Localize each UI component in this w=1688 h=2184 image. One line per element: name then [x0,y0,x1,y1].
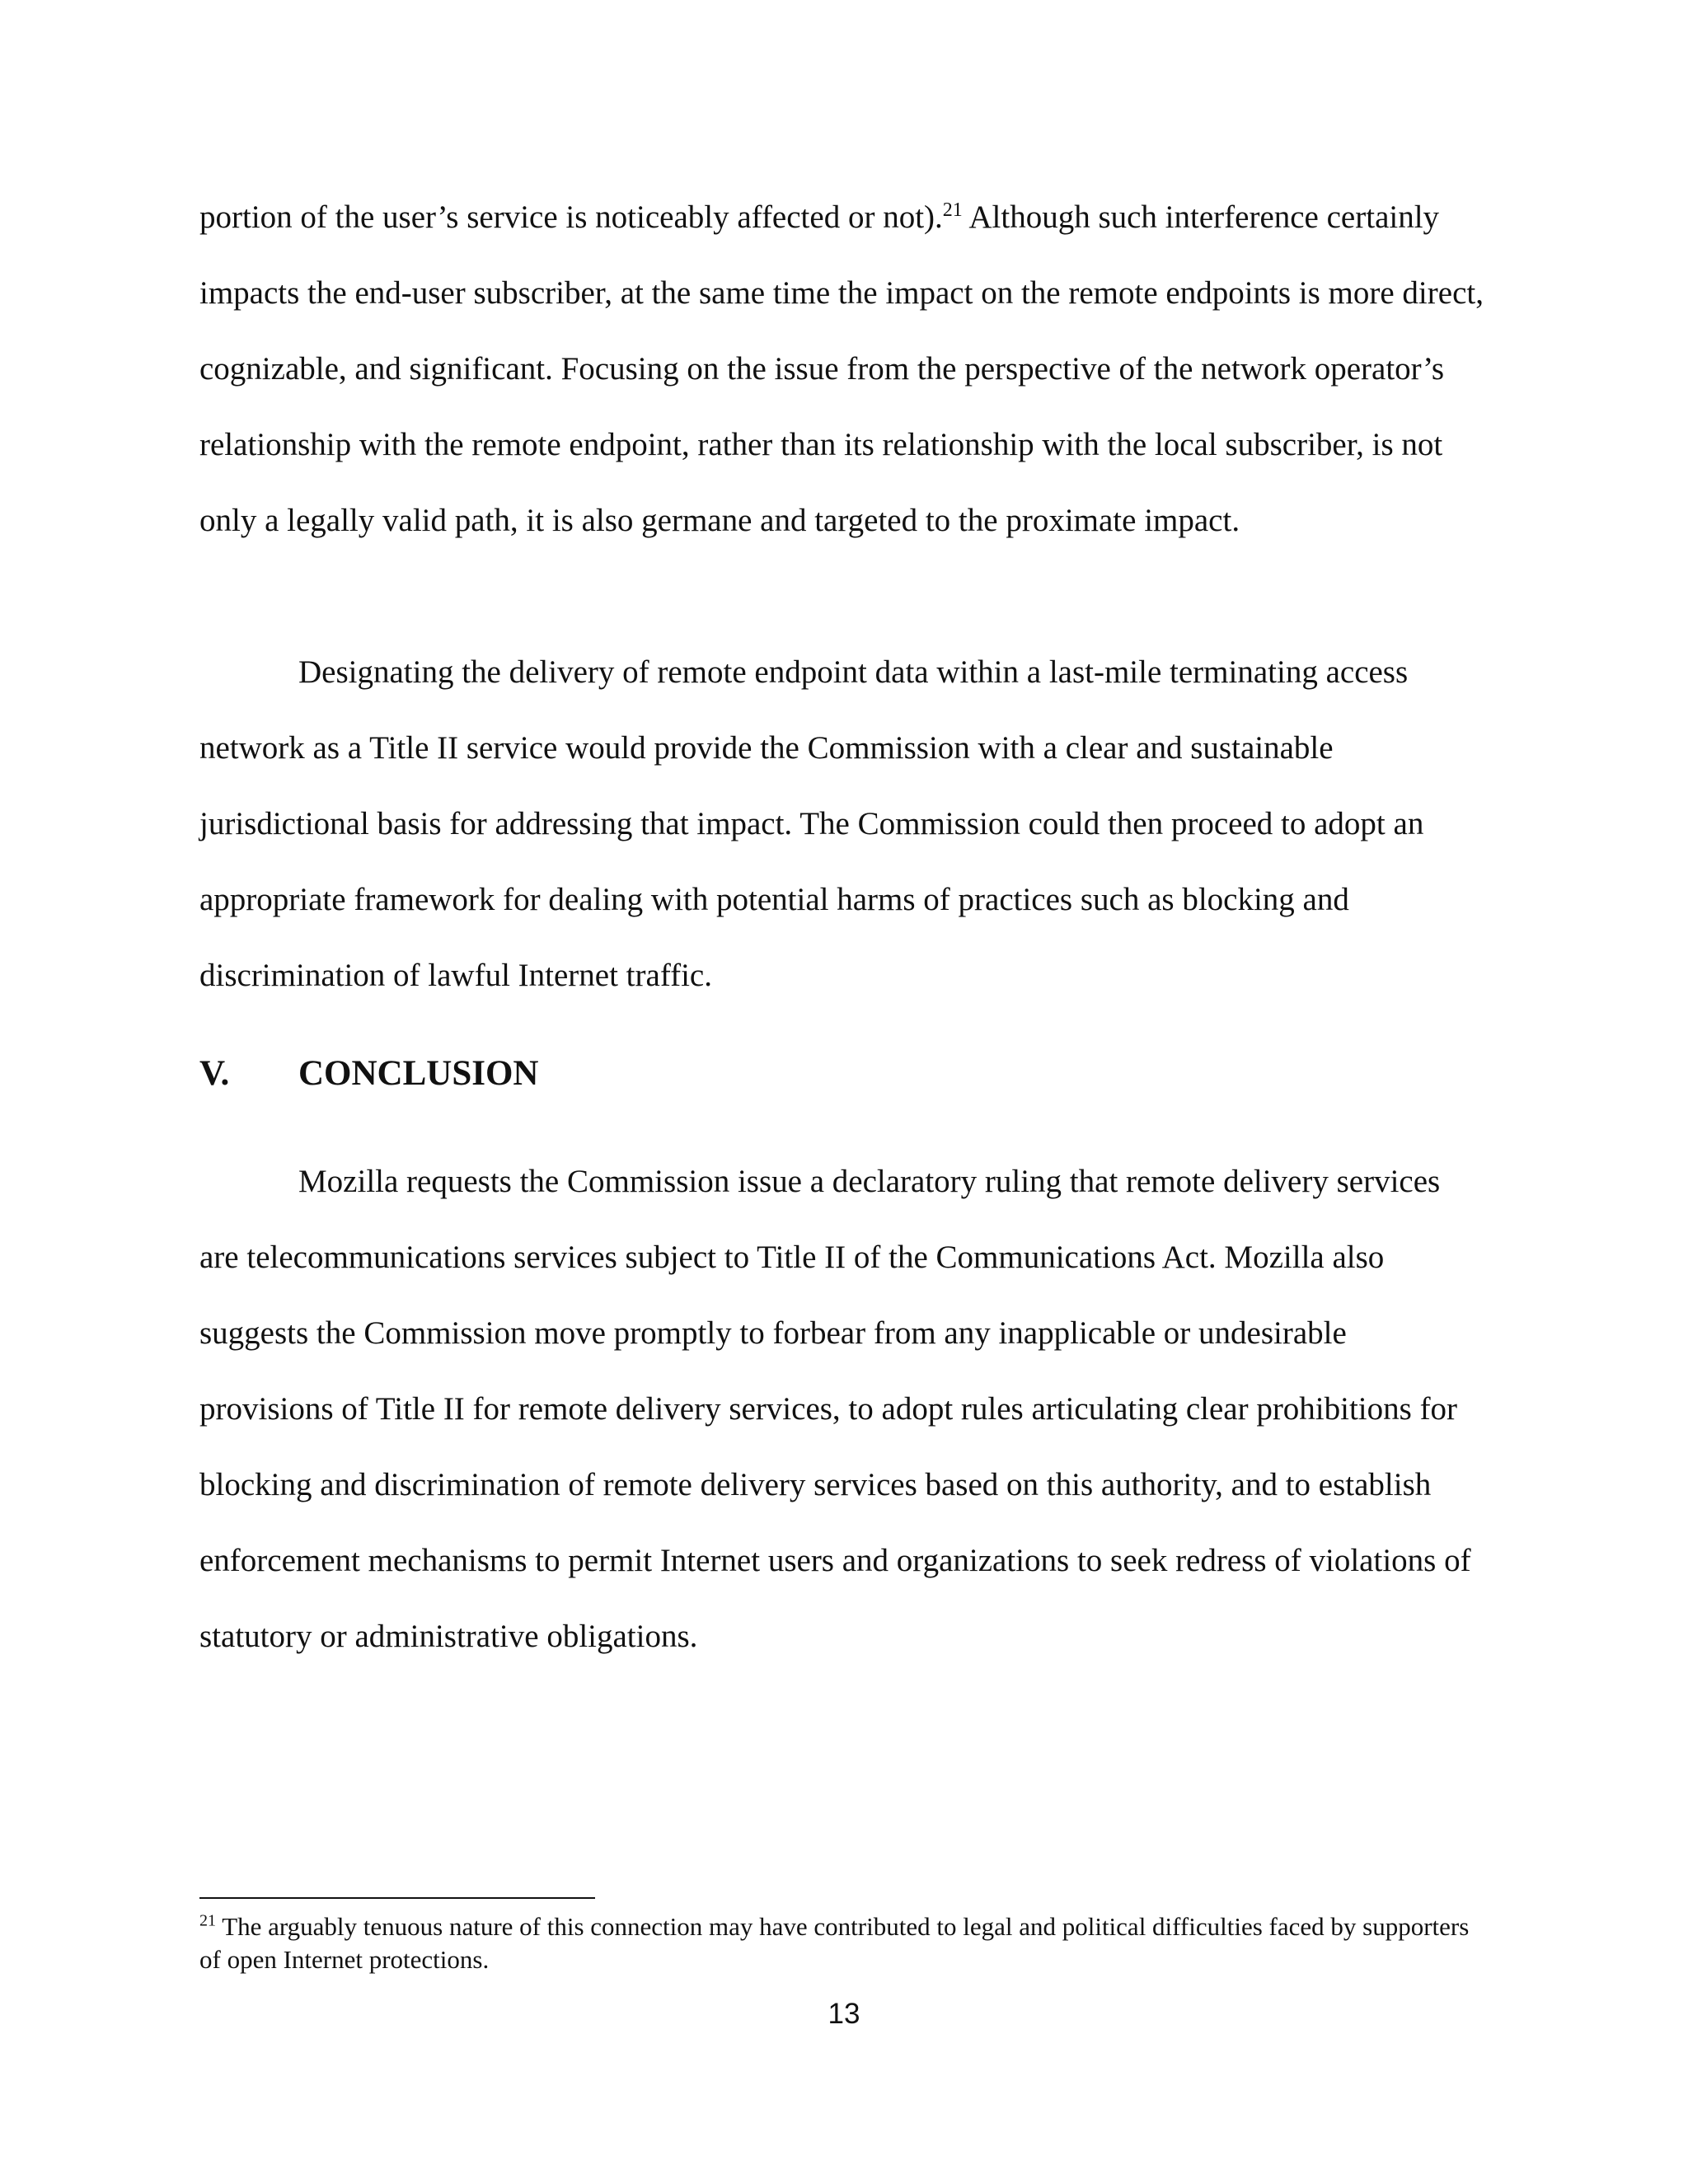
section-heading [199,1053,539,1094]
footnote-reference[interactable]: 21 [942,199,963,221]
section-number: V. [199,1054,230,1093]
footnote-divider [199,1897,595,1899]
paragraph-text-part1: portion of the user’s service is noticeably affected or not). [199,199,943,235]
paragraph-title-ii-designation: Designating the delivery of remote endpoint data within a last-mile terminating access network as a Title II service would provide the Commission with a clear and sustainable jurisdictional basis for addressing that impact. The Commission could then proceed to adopt an appropriate framework for dealing with potential harms of practices such as blocking and discrimination of lawful Internet traffic. [199,654,1424,993]
paragraph-conclusion: Mozilla requests the Commission issue a declaratory ruling that remote delivery services are telecommunications services subject to Title II of the Communications Act. Mozilla also suggests the Commission move promptly to forbear from any inapplicable or undesirable provisions of Title II for remote delivery services, to adopt rules articulating clear prohibitions for blocking and discrimination of remote delivery services based on this authority, and to establish enforcement mechanisms to permit Internet users and organizations to seek redress of violations of statutory or administrative obligations. [199,1164,1471,1654]
page-number: 13 [828,1998,860,2030]
paragraph-text-part2: Although such interference certainly impacts the end-user subscriber, at the same time the impact on the remote endpoints is more direct, cognizable, and significant. Focusing on the issue from the perspective of the network operator’s relationship with the remote endpoint, rather than its relationship with the local subscriber, is not only a legally valid path, it is also germane and targeted to the proximate impact. [199,199,1484,538]
footnote-marker: 21 [199,1911,216,1930]
footnote-text: The arguably tenuous nature of this connection may have contributed to legal and political difficulties faced by supporters of open Internet protections. [199,1912,1470,1974]
section-title: CONCLUSION [298,1054,539,1093]
paragraph-continuation [199,180,1485,559]
footnote [199,1910,1485,1976]
